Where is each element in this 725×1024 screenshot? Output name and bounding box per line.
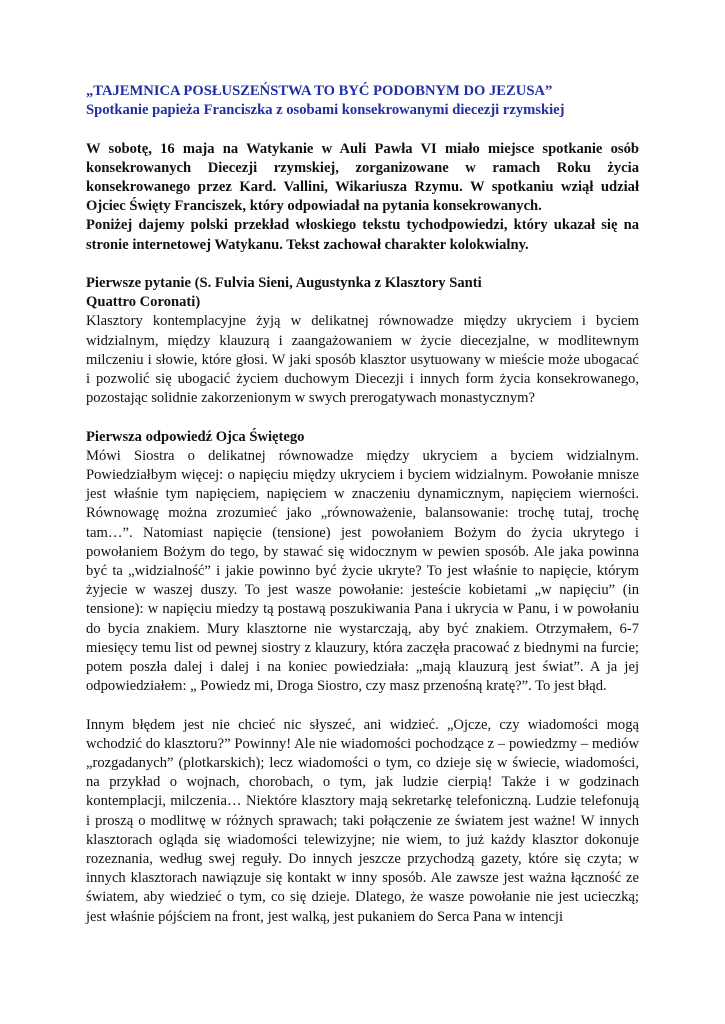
question-heading (86, 274, 639, 312)
intro-note-paragraph: Poniżej dajemy polski przekład włoskiego tekstu tychodpowiedzi, który ukazał się na stronie internetowej Watykanu. Tekst zachował charakter kolokwialny. (86, 217, 639, 253)
question-text: Klasztory kontemplacyjne żyją w delikatnej równowadze między ukryciem i byciem widzialnym, między klauzurą i zaangażowaniem w życie diecezjalne, w modlitewnym milczeniu i słowie, które głosi. W jaki sposób klasztor usytuowany w mieście może ubogacać i pozwolić się ubogacić życiem duchowym Diecezji i innych form życia konsekrowanego, pozostając solidnie zakorzenionym w swych prerogatywach monastycznym? (86, 313, 639, 407)
document-title: „TAJEMNICA POSŁUSZEŃSTWA TO BYĆ PODOBNYM DO JEZUSA” (86, 83, 553, 99)
document-subtitle: Spotkanie papieża Franciszka z osobami konsekrowanymi diecezji rzymskiej (86, 102, 565, 119)
answer-paragraph-2: Innym błędem jest nie chcieć nic słyszeć, ani widzieć. „Ojcze, czy wiadomości mogą wchodzić do klasztoru?” Powinny! Ale nie wiadomości pochodzące z – powiedzmy – mediów „rozgadanych” (plotkarskich); lecz wiadomości o tym, co dzieje się w świecie, wiadomości, na przykład o wojnach, chorobach, o tym, jak ludzie cierpią! Także i w godzinach kontemplacji, milczenia… Niektóre klasztory mają sekretarkę telefoniczną. Ludzie telefonują i proszą o modlitwę w różnych sprawach; taki połączenie ze światem jest ważne! W innych klasztorach ogląda się wiadomości telewizyjne; nie wiem, to już każdy klasztor dokonuje rozeznania, według swej reguły. Do innych jeszcze przychodzą gazety, które się czyta; w innych klasztorach nawiązuje się kontakt w inny sposób. Ale zawsze jest ważna łączność ze światem, aby wiedzieć o tym, co się dzieje. Dlatego, że wasze powołanie nie jest ucieczką; jest właśnie pójściem na front, jest walką, jest pukaniem do Serca Pana w intencji (86, 716, 639, 925)
document-page (86, 82, 639, 927)
answer-heading: Pierwsza odpowiedź Ojca Świętego (86, 428, 305, 445)
answer-paragraph-1: Mówi Siostra o delikatnej równowadze między ukryciem a byciem widzialnym. Powiedziałbym więcej: o napięciu między ukryciem i byciem widzialnym. Powołanie mnisze jest właśnie tym napięciem, napięciem w znaczeniu dynamicznym, napięciem wierności. Równowagę można zrozumieć jako „równoważenie, balansowanie: trochę tutaj, trochę tam…”. Natomiast napięcie (tensione) jest powołaniem Bożym do życia ukrytego i powołaniem Bożym do tego, by stawać się widocznym w pewien sposób. Ale jaka powinna być ta „widzialność” i jakie powinno być życie ukryte? To jest właśnie to napięcie, którym żyjecie w waszej duszy. To jest wasze powołanie: jesteście kobietami „w napięciu” (in tensione): w napięciu miedzy tą postawą poszukiwania Pana i ukrycia w Panu, i w powołaniu do bycia znakiem. Mury klasztorne nie wystarczają, aby być znakiem. Otrzymałem, 6-7 miesięcy temu list od pewnej siostry z klauzury, która zaczęła pracować z biednymi na furcie; potem poszła dalej i dalej i na koniec powiedziała: „mają klauzurą jest świat”. A ja jej odpowiedziałem: „ Powiedz mi, Droga Siostro, czy masz przenośną kratę?”. To jest błąd. (86, 447, 639, 695)
question-heading-line1: Pierwsze pytanie (S. Fulvia Sieni, Augustynka z Klasztory Santi (86, 275, 482, 291)
spacer (86, 255, 639, 274)
question-heading-line2: Quattro Coronati) (86, 294, 201, 311)
spacer (86, 120, 639, 139)
intro-paragraph: W sobotę, 16 maja na Watykanie w Auli Pawła VI miało miejsce spotkanie osób konsekrowanych Diecezji rzymskiej, zorganizowane w ramach Roku życia konsekrowanego przez Kard. Vallini, Wikariusza Rzymu. W spotkaniu wziął udział Ojciec Święty Franciszek, który odpowiadał na pytania konsekrowanych. (86, 140, 639, 215)
spacer (86, 408, 639, 427)
spacer (86, 696, 639, 715)
